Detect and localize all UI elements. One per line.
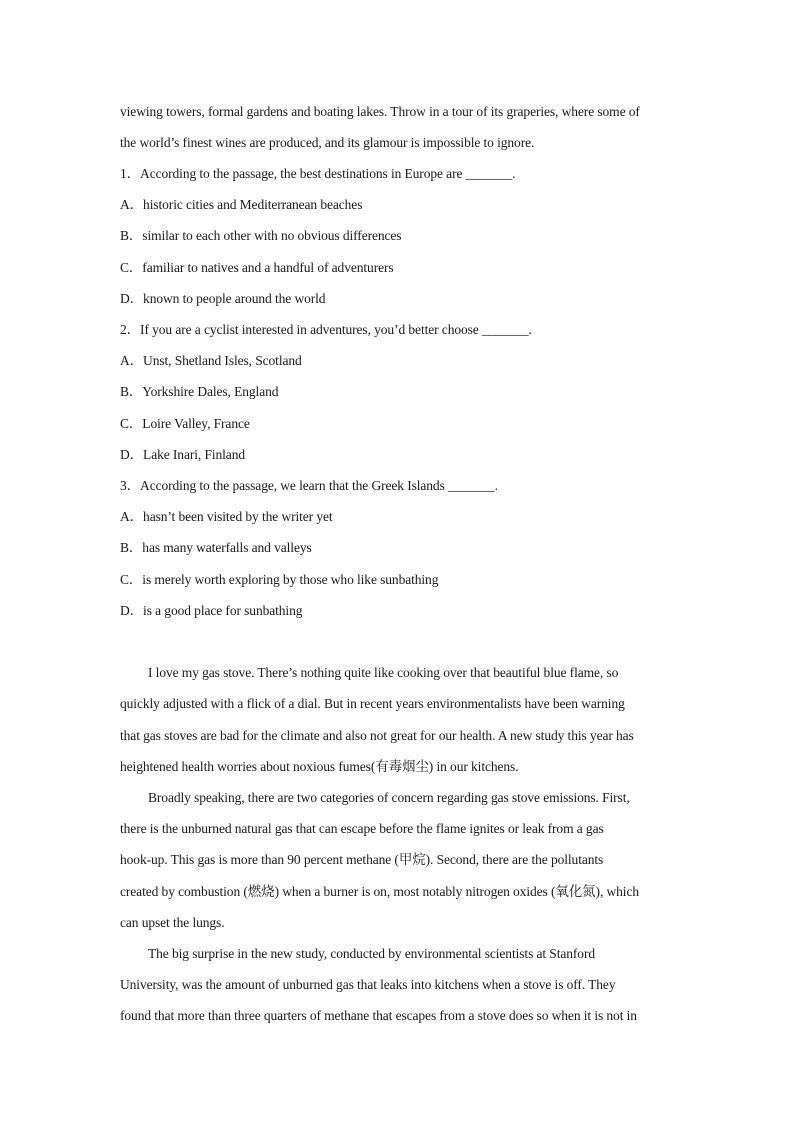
passage-paragraph-3-line: University, was the amount of unburned gas that leaks into kitchens when a stove is off. They (120, 977, 616, 992)
question-1-stem: 1．According to the passage, the best destinations in Europe are _______. (120, 166, 516, 181)
question-2-option-d: D．Lake Inari, Finland (120, 447, 245, 462)
passage-continuation-line: the world’s finest wines are produced, and its glamour is impossible to ignore. (120, 135, 535, 150)
question-2-option-b: B．Yorkshire Dales, England (120, 384, 279, 399)
question-3-option-c: C．is merely worth exploring by those who like sunbathing (120, 572, 439, 587)
question-1-option-c: C．familiar to natives and a handful of adventurers (120, 260, 394, 275)
passage-paragraph-1-line: quickly adjusted with a flick of a dial. But in recent years environmentalists have been warning (120, 696, 625, 711)
question-3-stem: 3．According to the passage, we learn that the Greek Islands _______. (120, 478, 498, 493)
passage-paragraph-2-line: hook-up. This gas is more than 90 percent methane (甲烷). Second, there are the pollutants (120, 852, 604, 867)
passage-paragraph-1-line: I love my gas stove. There’s nothing quite like cooking over that beautiful blue flame, so (148, 665, 619, 680)
passage-paragraph-2-line: Broadly speaking, there are two categories of concern regarding gas stove emissions. First, (148, 790, 630, 805)
question-3-option-a: A．hasn’t been visited by the writer yet (120, 509, 333, 524)
question-1-option-d: D．known to people around the world (120, 291, 326, 306)
question-1-option-a: A．historic cities and Mediterranean beaches (120, 197, 363, 212)
passage-paragraph-3-line: found that more than three quarters of methane that escapes from a stove does so when it is not in (120, 1008, 637, 1023)
passage-paragraph-2-line: there is the unburned natural gas that can escape before the flame ignites or leak from a gas (120, 821, 604, 836)
passage-paragraph-2-line: created by combustion (燃烧) when a burner is on, most notably nitrogen oxides (氧化氮), which (120, 884, 639, 899)
question-2-option-c: C．Loire Valley, France (120, 416, 250, 431)
passage-paragraph-2-line: can upset the lungs. (120, 915, 225, 930)
passage-paragraph-1-line: that gas stoves are bad for the climate and also not great for our health. A new study this year has (120, 728, 634, 743)
passage-continuation-line: viewing towers, formal gardens and boating lakes. Throw in a tour of its graperies, where some of (120, 104, 640, 119)
question-2-stem: 2．If you are a cyclist interested in adventures, you’d better choose _______. (120, 322, 532, 337)
question-2-option-a: A．Unst, Shetland Isles, Scotland (120, 353, 302, 368)
question-3-option-d: D．is a good place for sunbathing (120, 603, 303, 618)
passage-paragraph-1-line: heightened health worries about noxious fumes(有毒烟尘) in our kitchens. (120, 759, 519, 774)
question-3-option-b: B．has many waterfalls and valleys (120, 540, 312, 555)
question-1-option-b: B．similar to each other with no obvious differences (120, 228, 402, 243)
passage-paragraph-3-line: The big surprise in the new study, conducted by environmental scientists at Stanford (148, 946, 596, 961)
